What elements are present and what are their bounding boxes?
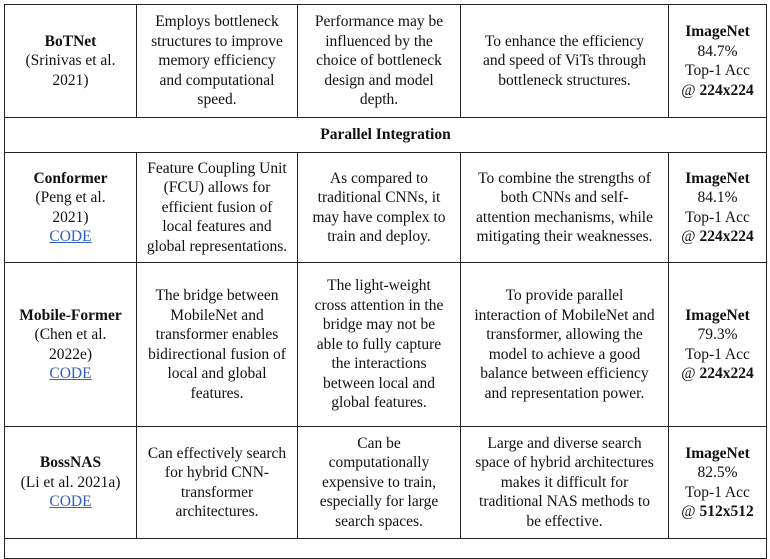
advantage-cell-line: local and global	[167, 365, 267, 382]
advantage-cell-line: Feature Coupling Unit	[147, 159, 287, 177]
objective-cell-line: transformer, allowing the	[486, 326, 643, 343]
objective-cell-line: and speed of ViTs through	[482, 52, 646, 70]
method-cell	[5, 263, 137, 427]
objective-cell-line: makes it difficult for	[500, 473, 629, 491]
dataset-name: ImageNet	[685, 306, 750, 324]
advantage-cell-line: and computational	[159, 71, 275, 89]
section-row	[5, 118, 767, 153]
objective-cell-line: To provide parallel	[505, 287, 624, 304]
method-citation: (Srinivas et al.	[25, 52, 116, 70]
objective-cell	[461, 5, 669, 118]
objective-cell-line: To combine the strengths of	[478, 169, 651, 187]
limitation-cell-line: search spaces.	[335, 512, 423, 530]
table-row	[5, 5, 767, 118]
advantage-cell-line: transformer enables	[155, 326, 279, 343]
metric-label: Top-1 Acc	[685, 483, 750, 501]
method-citation: (Chen et al.	[34, 326, 107, 343]
method-citation: 2021)	[52, 71, 89, 89]
advantage-cell	[137, 427, 298, 539]
code-link[interactable]: CODE	[49, 228, 92, 245]
limitation-cell	[298, 5, 461, 118]
limitation-cell	[298, 263, 461, 427]
limitation-cell-line: train and deploy.	[327, 228, 431, 245]
limitation-cell-line: choice of bottleneck	[316, 52, 442, 70]
limitation-cell-line: expensive to train,	[321, 473, 437, 491]
table-row	[5, 263, 767, 427]
limitation-cell-line: may have complex to	[312, 208, 446, 226]
limitation-cell-line: the interactions	[331, 355, 427, 373]
table-row	[5, 427, 767, 539]
objective-cell-line: model to achieve a good	[488, 345, 641, 363]
objective-cell-line: balance between efficiency	[480, 365, 649, 382]
advantage-cell-line: global representations.	[146, 237, 288, 255]
advantage-cell	[137, 263, 298, 427]
comparison-table	[4, 4, 767, 559]
advantage-cell-line: The bridge between	[155, 287, 279, 304]
advantage-cell-line: local features and	[162, 218, 272, 236]
resolution-value: 224x224	[699, 81, 754, 99]
limitation-cell-line: traditional CNNs, it	[317, 189, 441, 206]
advantage-cell-line: efficient fusion of	[161, 198, 273, 216]
objective-cell-line: mitigating their weaknesses.	[476, 228, 653, 245]
advantage-cell-line: transformer	[180, 483, 254, 501]
advantage-cell-line: Can effectively search	[147, 444, 287, 462]
method-name: BoTNet	[44, 32, 97, 50]
objective-cell	[461, 153, 669, 263]
result-cell	[669, 5, 767, 118]
at-symbol: @	[681, 228, 696, 245]
objective-cell-line: Large and diverse search	[487, 434, 642, 452]
advantage-cell-line: (FCU) allows for	[163, 179, 271, 197]
advantage-cell-line: Employs bottleneck	[155, 13, 279, 31]
resolution-value: 224x224	[699, 228, 754, 245]
limitation-cell-line: global features.	[331, 394, 427, 412]
objective-cell-line: and representation power.	[484, 384, 645, 402]
resolution-value: 512x512	[699, 503, 754, 520]
advantage-cell-line: architectures.	[175, 503, 259, 520]
limitation-cell-line: Performance may be	[314, 13, 444, 31]
dataset-name: ImageNet	[685, 444, 750, 462]
resolution-line	[674, 364, 761, 384]
cutoff-cell	[5, 539, 767, 559]
advantage-cell-line: features.	[190, 384, 244, 402]
limitation-cell-line: cross attention in the	[314, 296, 444, 314]
accuracy-value: 84.7%	[697, 42, 738, 60]
advantage-cell-line: speed.	[197, 91, 237, 109]
limitation-cell-line: influenced by the	[325, 32, 433, 50]
objective-cell-line: interaction of MobileNet and	[474, 306, 655, 324]
limitation-cell-line: As compared to	[329, 169, 429, 187]
method-cell	[5, 5, 137, 118]
at-symbol: @	[681, 503, 696, 520]
method-name: Mobile-Former	[19, 306, 122, 324]
dataset-name: ImageNet	[685, 169, 750, 187]
limitation-cell-line: depth.	[359, 91, 399, 109]
objective-cell	[461, 427, 669, 539]
limitation-cell	[298, 427, 461, 539]
advantage-cell-line: memory efficiency	[158, 52, 276, 70]
metric-label: Top-1 Acc	[685, 345, 750, 363]
resolution-line	[674, 227, 761, 247]
accuracy-value: 79.3%	[697, 326, 738, 343]
limitation-cell-line: The light-weight	[327, 277, 431, 295]
table-row-cutoff	[5, 539, 767, 559]
limitation-cell	[298, 153, 461, 263]
metric-label: Top-1 Acc	[685, 62, 750, 79]
objective-cell-line: traditional NAS methods to	[479, 493, 650, 511]
advantage-cell-line: structures to improve	[151, 32, 283, 50]
method-citation: (Li et al. 2021a)	[20, 473, 121, 491]
resolution-value: 224x224	[699, 365, 754, 382]
method-citation: 2021)	[52, 208, 89, 226]
limitation-cell-line: between local and	[323, 374, 435, 392]
advantage-cell-line: MobileNet and	[170, 306, 264, 324]
method-name: BossNAS	[39, 454, 102, 472]
metric-label: Top-1 Acc	[685, 208, 750, 226]
method-citation: (Peng et al.	[35, 189, 106, 206]
objective-cell-line: bottleneck structures.	[498, 71, 631, 89]
accuracy-value: 82.5%	[697, 464, 738, 481]
result-cell	[669, 427, 767, 539]
at-symbol: @	[681, 365, 696, 382]
advantage-cell-line: bidirectional fusion of	[148, 345, 286, 363]
method-cell	[5, 153, 137, 263]
result-cell	[669, 263, 767, 427]
objective-cell-line: be effective.	[526, 512, 603, 530]
accuracy-value: 84.1%	[697, 189, 738, 206]
code-link[interactable]: CODE	[49, 493, 92, 511]
objective-cell-line: To enhance the efficiency	[484, 32, 645, 50]
advantage-cell	[137, 5, 298, 118]
method-cell	[5, 427, 137, 539]
dataset-name: ImageNet	[685, 23, 750, 40]
method-name: Conformer	[33, 169, 108, 187]
objective-cell	[461, 263, 669, 427]
advantage-cell	[137, 153, 298, 263]
at-symbol: @	[681, 81, 696, 99]
limitation-cell-line: design and model	[324, 71, 434, 89]
resolution-line	[674, 502, 761, 522]
table-body	[5, 5, 767, 559]
limitation-cell-line: computationally	[328, 454, 430, 472]
resolution-line	[674, 81, 761, 101]
objective-cell-line: attention mechanisms, while	[476, 208, 653, 226]
table-row	[5, 153, 767, 263]
limitation-cell-line: especially for large	[319, 493, 439, 511]
method-citation: 2022e)	[48, 345, 93, 363]
section-heading: Parallel Integration	[5, 118, 767, 153]
code-link[interactable]: CODE	[49, 365, 92, 382]
limitation-cell-line: bridge may not be	[322, 316, 436, 334]
objective-cell-line: space of hybrid architectures	[475, 454, 654, 472]
advantage-cell-line: for hybrid CNN-	[164, 464, 270, 481]
result-cell	[669, 153, 767, 263]
limitation-cell-line: Can be	[357, 434, 401, 452]
objective-cell-line: both CNNs and self-	[500, 189, 629, 206]
limitation-cell-line: able to fully capture	[316, 335, 442, 353]
